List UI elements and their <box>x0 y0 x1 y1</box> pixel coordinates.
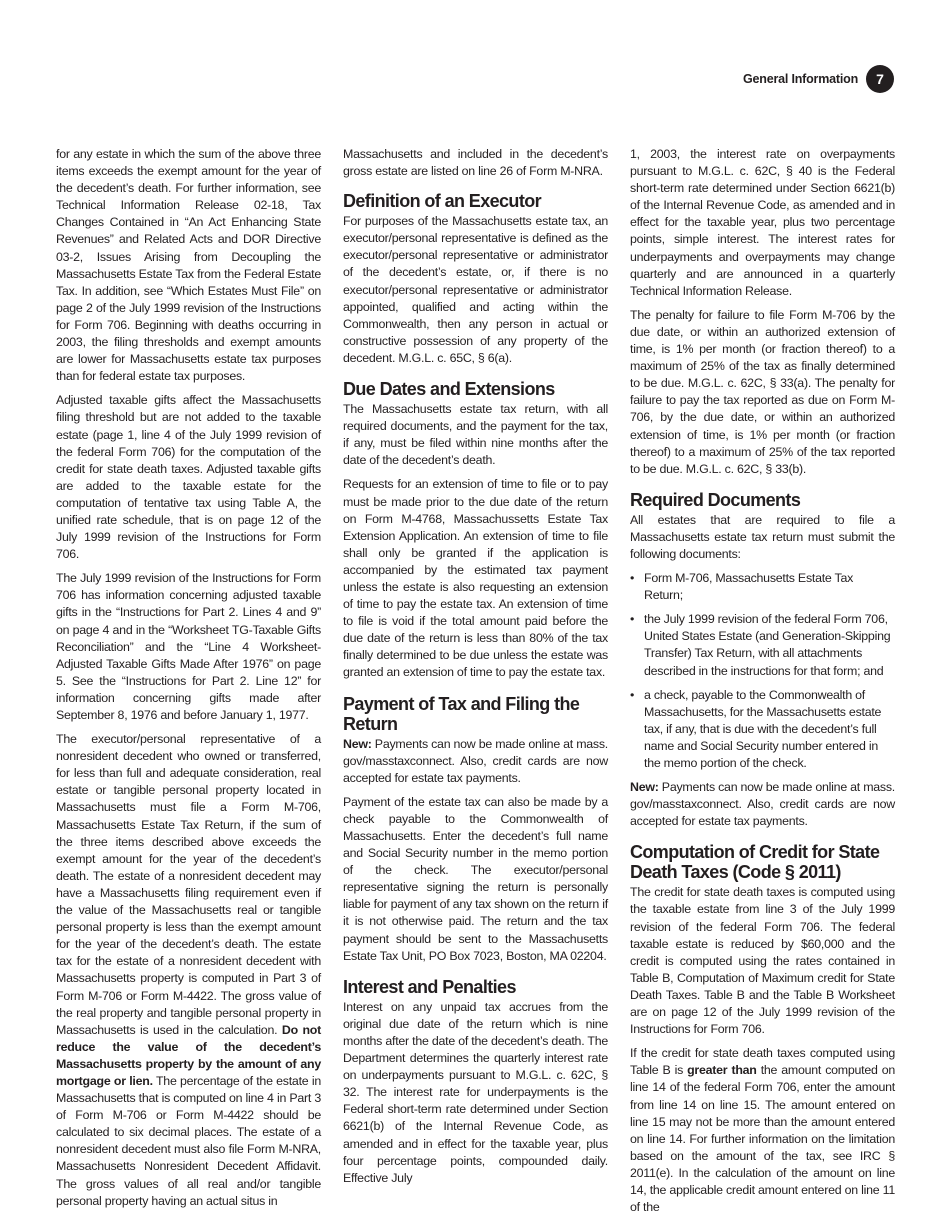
bold-text: New: <box>343 736 372 751</box>
list-item <box>630 570 895 604</box>
heading-credit-computation: Computation of Credit for State Death Taxes (Code § 2011) <box>630 842 880 883</box>
list-item-text: the July 1999 revision of the federal Form 706, United States Estate (and Generation-Skipping Transfer) Tax Return, with all attachments described in the instructions for that form; and <box>644 612 891 678</box>
paragraph: Requests for an extension of time to file or to pay must be made prior to the due date of the return on Form M-4768, Massachussetts Estate Tax Extension Application. An extension of time to file shall only be granted if the application is accompanied by the estimated tax payment unless the estate is also requesting an extension of time to pay the estate tax. An extension of time to file is void if the total amount paid before the due date of the return is less than 80% of the tax finally determined to be due unless the estate was granted an extension of time to pay the estate tax. <box>343 477 608 680</box>
paragraph: The July 1999 revision of the Instructions for Form 706 has information concerning adjusted taxable gifts in the “Instructions for Part 2. Lines 4 and 9” on page 4 and in the “Worksheet TG-Taxable Gifts Reconciliation” and the “Line 4 Worksheet-Adjusted Taxable Gifts Made After 1976” on page 5. See the “Instructions for Part 2. Line 12” for information concerning gifts made after September 8, 1976 and before January 1, 1977. <box>56 571 321 722</box>
paragraph: Interest on any unpaid tax accrues from the original due date of the return which is nine months after the date of the decedent’s death. The Department determines the quarterly interest rate on underpayments pursuant to M.G.L. c. 62C, § 32. The interest rate for underpayments is the Federal short-term rate determined under Section 6621(b) of the Internal Revenue Code, as amended and in effect for the taxable year, plus four percentage points, compounded daily. Effective July <box>343 999 608 1185</box>
bullet-icon: • <box>630 612 635 627</box>
paragraph <box>56 731 321 1210</box>
paragraph: The penalty for failure to file Form M-706 by the due date, or within an authorized extension of time, is 1% per month (or fraction thereof) to a maximum of 25% of the tax as finally determined to be due. M.G.L. c. 62C, § 33(a). The penalty for failure to pay the tax reported as due on Form M-706, by the due date, or within an authorized extension of time, is 1% per month (or fraction thereof) to a maximum of 25% of the tax reported to be due. M.G.L. c. 62C, § 33(b). <box>630 307 895 476</box>
paragraph: Massachusetts and included in the decedent’s gross estate are listed on line 26 of Form M-NRA. <box>343 147 608 179</box>
bold-text: Do not reduce the value of the decedent’s Massachusetts property by the amount of any mortgage or lien. <box>56 1022 321 1088</box>
paragraph: 1, 2003, the interest rate on overpayments pursuant to M.G.L. c. 62C, § 40 is the Federal short-term rate determined under Section 6621(b) of the Internal Revenue Code, as amended and in effect for the taxable year, plus two percentage points, simple interest. The interest rates for underpayments and overpayments may change quarterly and are announced in a quarterly Technical Information Release. <box>630 147 895 298</box>
paragraph: All estates that are required to file a Massachusetts estate tax return must submit the following documents: <box>630 512 895 561</box>
bullet-icon: • <box>630 571 635 586</box>
paragraph: Payment of the estate tax can also be made by a check payable to the Commonwealth of Massachusetts. Enter the decedent’s full name and Social Security number in the memo portion of the check. The executor/personal representative signing the return is personally liable for payment of any tax shown on the return if it is not otherwise paid. The return and the tax payment should be sent to the Massachusetts Estate Tax Unit, PO Box 7023, Boston, MA 02204. <box>343 794 608 963</box>
bullet-icon: • <box>630 687 635 702</box>
bold-text: New: <box>630 780 659 795</box>
page-number-badge: 7 <box>866 65 894 93</box>
section-title: General Information <box>743 72 858 86</box>
paragraph: For purposes of the Massachusetts estate tax, an executor/personal representative is defined as the executor/personal representative or administrator of the decedent’s estate, or, if there is no executor/personal representative or administrator appointed, qualified and acting within the Commonwealth, then any person in actual or constructive possession of any property of the decedent. M.G.L. c. 65C, § 6(a). <box>343 214 608 365</box>
paragraph: The credit for state death taxes is computed using the taxable estate from line 3 of the July 1999 revision of the federal Form 706. The federal taxable estate is reduced by $60,000 and the credit is computed using the rates contained in Table B, Computation of Maximum credit for State Death Taxes. Table B and the Table B Worksheet are on page 12 of the July 1999 revision of the Instructions for Form 706. <box>630 885 895 1037</box>
paragraph <box>343 736 608 787</box>
heading-payment: Payment of Tax and Filing the Return <box>343 693 580 734</box>
paragraph: Adjusted taxable gifts affect the Massachusetts filing threshold but are not added to the taxable estate (page 1, line 4 of the July 1999 revision of the federal Form 706) for the computation of the credit for state death taxes. Adjusted taxable gifts are added to the taxable estate for the computation of tentative tax using Table A, the unified rate schedule, that is on page 12 of the July 1999 revision of the Instructions for Form 706. <box>56 393 321 562</box>
heading-required-documents: Required Documents <box>630 489 801 510</box>
text-run: Payments can now be made online at mass. gov/masstaxconnect. Also, credit cards are now accepted for estate tax payments. <box>630 780 895 829</box>
heading-executor: Definition of an Executor <box>343 191 542 212</box>
list-item <box>630 611 895 679</box>
list-item-text: a check, payable to the Commonwealth of Massachusetts, for the Massachusetts estate tax, if any, that is due with the decedent’s full name and Social Security number entered in the memo portion of the check. <box>644 687 882 770</box>
paragraph: for any estate in which the sum of the above three items exceeds the exempt amount for the year of the decedent’s death. For further information, see Technical Information Release 02-18, Tax Changes Contained in “An Act Enhancing State Revenues” and Related Acts and DOR Directive 03-2, Issues Arising from Decoupling the Massachusetts Estate Tax from the Federal Estate Tax. In addition, see “Which Estates Must File” on page 2 of the July 1999 revision of the Instructions for Form 706. Beginning with deaths occurring in 2003, the filing thresholds and exempt amounts are lower for Massachusetts estate tax purposes than for federal estate tax purposes. <box>56 147 321 384</box>
paragraph: The Massachusetts estate tax return, with all required documents, and the payment for the tax, if any, must be filed within nine months after the date of the decedent’s death. <box>343 402 608 468</box>
bold-text: greater than <box>687 1063 757 1078</box>
page-header <box>743 66 894 92</box>
text-run: If the credit for state death taxes computed using Table B is <box>630 1046 895 1078</box>
text-run: the amount computed on line 14 of the federal Form 706, enter the amount from line 14 on line 15. The amount entered on line 15 may not be more than the amount entered on line 14. For further information on the limitation based on the amount of the tax, see IRC § 2011(e). In the calculation of the amount on line 14, the applicable credit amount entered on line 11 of the <box>630 1063 895 1215</box>
column-right <box>630 146 895 1216</box>
text-run: Payments can now be made online at mass. gov/masstaxconnect. Also, credit cards are now accepted for estate tax payments. <box>343 736 608 785</box>
text-run: The executor/personal representative of a nonresident decedent who owned or transferred, for less than full and adequate consideration, real estate or tangible personal property located in Massachusetts must file a Form M-706, Massachusetts Estate Tax Return, if the sum of the three items described above exceeds the exempt amount for the year of the decedent’s death. The estate of a nonresident decedent may have a Massachusetts filing requirement even if the value of the Massachusetts real or tangible personal property is less than the exempt amount for the year of the decedent’s death. The estate tax for the estate of a nonresident decedent with Massachusetts property is computed in Part 3 of Form M-706 or Form M-4422. The gross value of the real property and tangible personal property in Massachusetts is used in the calculation. <box>56 732 321 1037</box>
heading-interest: Interest and Penalties <box>343 976 516 997</box>
paragraph <box>630 1045 895 1216</box>
list-item-text: Form M-706, Massachusetts Estate Tax Return; <box>644 571 854 603</box>
heading-due-dates: Due Dates and Extensions <box>343 379 555 400</box>
paragraph <box>630 779 895 830</box>
column-middle <box>343 146 608 1187</box>
text-run: The percentage of the estate in Massachusetts that is computed on line 4 in Part 3 of Form M-706 or Form M-4422 should be calculated to six decimal places. The estate of a nonresident decedent must also file Form M-NRA, Massachusetts Nonresident Decedent Affidavit. The gross values of all real and/or tangible personal property having an actual situs in <box>56 1073 321 1208</box>
list-item <box>630 687 895 772</box>
column-left <box>56 146 321 1210</box>
